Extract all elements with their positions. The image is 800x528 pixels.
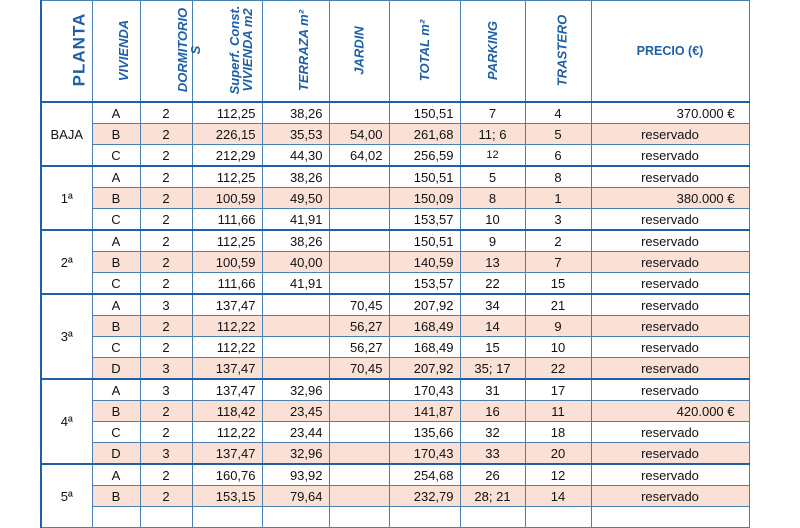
cell-parking: 13 [460, 252, 525, 273]
cell-dormitorios: 2 [140, 401, 192, 422]
cell-vivienda: B [92, 486, 140, 507]
cell-total: 207,92 [389, 358, 460, 380]
cell-superficie: 112,22 [192, 316, 262, 337]
cell-trastero: 15 [525, 273, 591, 295]
cell-parking: 11; 6 [460, 124, 525, 145]
cell-precio: reservado [591, 443, 749, 465]
cell-terraza [262, 337, 329, 358]
cell-total: 168,49 [389, 316, 460, 337]
cell-total: 140,59 [389, 252, 460, 273]
cell-dormitorios: 2 [140, 273, 192, 295]
cell-superficie: 137,47 [192, 379, 262, 401]
cell-vivienda: C [92, 422, 140, 443]
cell-parking: 8 [460, 188, 525, 209]
cell-dormitorios: 3 [140, 379, 192, 401]
header-trastero: TRASTERO [525, 1, 591, 103]
cell-trastero: 6 [525, 145, 591, 167]
cell-superficie: 112,25 [192, 166, 262, 188]
floor-label: BAJA [41, 102, 92, 166]
cell-superficie: 226,15 [192, 124, 262, 145]
cell-jardin [329, 230, 389, 252]
cell-terraza: 41,91 [262, 273, 329, 295]
header-terraza: TERRAZA m² [262, 1, 329, 103]
cell-superficie: 153,15 [192, 486, 262, 507]
table-row [41, 188, 749, 209]
cell-superficie: 112,22 [192, 422, 262, 443]
cell-parking: 28; 21 [460, 486, 525, 507]
cell-precio: reservado [591, 252, 749, 273]
cell-trastero: 10 [525, 337, 591, 358]
cell-total: 170,43 [389, 379, 460, 401]
cell-trastero: 17 [525, 379, 591, 401]
cell-trastero [525, 507, 591, 528]
cell-jardin: 70,45 [329, 294, 389, 316]
cell-terraza: 23,44 [262, 422, 329, 443]
cell-jardin [329, 422, 389, 443]
cell-superficie: 118,42 [192, 401, 262, 422]
cell-jardin: 70,45 [329, 358, 389, 380]
cell-vivienda: A [92, 230, 140, 252]
cell-dormitorios: 2 [140, 124, 192, 145]
cell-dormitorios [140, 507, 192, 528]
floor-label: 4ª [41, 379, 92, 464]
cell-vivienda: B [92, 252, 140, 273]
cell-precio: reservado [591, 379, 749, 401]
cell-dormitorios: 2 [140, 316, 192, 337]
cell-jardin [329, 401, 389, 422]
cell-total: 135,66 [389, 422, 460, 443]
cell-superficie: 160,76 [192, 464, 262, 486]
cell-trastero: 9 [525, 316, 591, 337]
cell-superficie: 137,47 [192, 358, 262, 380]
header-precio: PRECIO (€) [591, 1, 749, 103]
table-row [41, 166, 749, 188]
cell-terraza: 79,64 [262, 486, 329, 507]
cell-terraza: 32,96 [262, 443, 329, 465]
cell-vivienda: C [92, 209, 140, 231]
cell-total: 170,43 [389, 443, 460, 465]
table-row [41, 401, 749, 422]
cell-trastero: 22 [525, 358, 591, 380]
cell-vivienda: A [92, 102, 140, 124]
cell-precio: reservado [591, 230, 749, 252]
floor-label: 1ª [41, 166, 92, 230]
cell-terraza: 49,50 [262, 188, 329, 209]
apartments-table [40, 0, 750, 528]
cell-superficie: 137,47 [192, 294, 262, 316]
cell-jardin [329, 252, 389, 273]
cell-precio: 370.000 € [591, 102, 749, 124]
floor-label: 3ª [41, 294, 92, 379]
cell-total: 141,87 [389, 401, 460, 422]
cell-vivienda: C [92, 145, 140, 167]
cell-terraza [262, 316, 329, 337]
table-row [41, 486, 749, 507]
cell-dormitorios: 3 [140, 443, 192, 465]
table-row [41, 422, 749, 443]
cell-parking: 34 [460, 294, 525, 316]
cell-jardin [329, 443, 389, 465]
cell-vivienda: C [92, 273, 140, 295]
table-row [41, 230, 749, 252]
cell-parking: 22 [460, 273, 525, 295]
cell-dormitorios: 2 [140, 209, 192, 231]
cell-vivienda: B [92, 124, 140, 145]
cell-jardin [329, 102, 389, 124]
header-vivienda: VIVIENDA [92, 1, 140, 103]
cell-superficie: 212,29 [192, 145, 262, 167]
cell-total: 150,51 [389, 102, 460, 124]
cell-precio: reservado [591, 166, 749, 188]
cell-superficie [192, 507, 262, 528]
cell-dormitorios: 2 [140, 252, 192, 273]
cell-total: 207,92 [389, 294, 460, 316]
table-body [41, 102, 749, 528]
cell-terraza: 38,26 [262, 166, 329, 188]
cell-terraza: 44,30 [262, 145, 329, 167]
cell-terraza: 35,53 [262, 124, 329, 145]
cell-jardin [329, 273, 389, 295]
cell-total: 261,68 [389, 124, 460, 145]
cell-precio: reservado [591, 337, 749, 358]
cell-vivienda: D [92, 358, 140, 380]
table-row [41, 252, 749, 273]
table-row [41, 507, 749, 528]
table-row [41, 273, 749, 295]
header-jardin: JARDIN [329, 1, 389, 103]
header-superficie: Superf. Const. VIVIENDA m2 [192, 1, 262, 103]
header-total: TOTAL m² [389, 1, 460, 103]
cell-parking: 12 [460, 145, 525, 167]
cell-dormitorios: 2 [140, 422, 192, 443]
cell-jardin [329, 188, 389, 209]
cell-jardin [329, 379, 389, 401]
cell-vivienda: D [92, 443, 140, 465]
cell-jardin [329, 464, 389, 486]
cell-total: 150,51 [389, 230, 460, 252]
cell-vivienda: A [92, 166, 140, 188]
table-row [41, 337, 749, 358]
floor-label: 2ª [41, 230, 92, 294]
cell-parking: 7 [460, 102, 525, 124]
cell-terraza [262, 294, 329, 316]
cell-dormitorios: 2 [140, 188, 192, 209]
cell-superficie: 100,59 [192, 188, 262, 209]
table-row [41, 443, 749, 465]
cell-precio: reservado [591, 294, 749, 316]
table-row [41, 209, 749, 231]
table-row [41, 102, 749, 124]
cell-total: 256,59 [389, 145, 460, 167]
cell-parking: 10 [460, 209, 525, 231]
table-row [41, 316, 749, 337]
cell-precio [591, 507, 749, 528]
cell-jardin: 56,27 [329, 316, 389, 337]
cell-trastero: 11 [525, 401, 591, 422]
cell-trastero: 7 [525, 252, 591, 273]
floor-label: 5ª [41, 464, 92, 528]
cell-parking: 16 [460, 401, 525, 422]
cell-superficie: 112,25 [192, 102, 262, 124]
cell-total [389, 507, 460, 528]
table-row [41, 294, 749, 316]
cell-precio: reservado [591, 316, 749, 337]
cell-terraza: 32,96 [262, 379, 329, 401]
cell-jardin [329, 209, 389, 231]
cell-total: 232,79 [389, 486, 460, 507]
cell-precio: reservado [591, 209, 749, 231]
table-row [41, 379, 749, 401]
table-row [41, 464, 749, 486]
cell-trastero: 2 [525, 230, 591, 252]
cell-dormitorios: 2 [140, 166, 192, 188]
cell-terraza: 23,45 [262, 401, 329, 422]
cell-trastero: 4 [525, 102, 591, 124]
cell-parking: 33 [460, 443, 525, 465]
header-parking: PARKING [460, 1, 525, 103]
cell-terraza [262, 358, 329, 380]
cell-dormitorios: 2 [140, 337, 192, 358]
cell-trastero: 5 [525, 124, 591, 145]
cell-superficie: 111,66 [192, 273, 262, 295]
cell-dormitorios: 2 [140, 464, 192, 486]
cell-jardin [329, 166, 389, 188]
cell-parking: 15 [460, 337, 525, 358]
cell-vivienda: B [92, 316, 140, 337]
cell-trastero: 21 [525, 294, 591, 316]
cell-superficie: 111,66 [192, 209, 262, 231]
cell-precio: 380.000 € [591, 188, 749, 209]
header-planta: PLANTA [41, 1, 92, 103]
cell-jardin: 54,00 [329, 124, 389, 145]
cell-jardin: 56,27 [329, 337, 389, 358]
cell-jardin [329, 507, 389, 528]
cell-trastero: 3 [525, 209, 591, 231]
cell-parking: 5 [460, 166, 525, 188]
cell-total: 153,57 [389, 273, 460, 295]
cell-parking [460, 507, 525, 528]
cell-trastero: 20 [525, 443, 591, 465]
cell-trastero: 18 [525, 422, 591, 443]
cell-jardin [329, 486, 389, 507]
cell-total: 168,49 [389, 337, 460, 358]
cell-precio: reservado [591, 124, 749, 145]
cell-terraza: 40,00 [262, 252, 329, 273]
cell-superficie: 112,22 [192, 337, 262, 358]
cell-superficie: 112,25 [192, 230, 262, 252]
cell-vivienda: A [92, 294, 140, 316]
cell-vivienda [92, 507, 140, 528]
cell-terraza: 38,26 [262, 230, 329, 252]
cell-parking: 31 [460, 379, 525, 401]
cell-total: 150,09 [389, 188, 460, 209]
cell-parking: 32 [460, 422, 525, 443]
cell-precio: reservado [591, 273, 749, 295]
cell-precio: reservado [591, 358, 749, 380]
cell-vivienda: C [92, 337, 140, 358]
cell-dormitorios: 3 [140, 294, 192, 316]
table-header [41, 1, 749, 103]
cell-trastero: 1 [525, 188, 591, 209]
cell-precio: reservado [591, 145, 749, 167]
table-row [41, 124, 749, 145]
cell-trastero: 12 [525, 464, 591, 486]
cell-dormitorios: 3 [140, 358, 192, 380]
cell-dormitorios: 2 [140, 486, 192, 507]
cell-parking: 35; 17 [460, 358, 525, 380]
cell-trastero: 14 [525, 486, 591, 507]
cell-superficie: 100,59 [192, 252, 262, 273]
cell-terraza [262, 507, 329, 528]
table-row [41, 145, 749, 167]
table-row [41, 358, 749, 380]
price-list-sheet [40, 0, 748, 528]
cell-parking: 14 [460, 316, 525, 337]
cell-precio: reservado [591, 464, 749, 486]
cell-vivienda: B [92, 401, 140, 422]
cell-precio: reservado [591, 486, 749, 507]
cell-vivienda: B [92, 188, 140, 209]
cell-dormitorios: 2 [140, 102, 192, 124]
header-dormitorios: DORMITORIO S [140, 1, 192, 103]
cell-total: 150,51 [389, 166, 460, 188]
cell-precio: 420.000 € [591, 401, 749, 422]
cell-total: 153,57 [389, 209, 460, 231]
cell-terraza: 41,91 [262, 209, 329, 231]
cell-trastero: 8 [525, 166, 591, 188]
cell-dormitorios: 2 [140, 145, 192, 167]
cell-vivienda: A [92, 464, 140, 486]
cell-total: 254,68 [389, 464, 460, 486]
cell-parking: 9 [460, 230, 525, 252]
cell-vivienda: A [92, 379, 140, 401]
cell-jardin: 64,02 [329, 145, 389, 167]
cell-superficie: 137,47 [192, 443, 262, 465]
cell-terraza: 93,92 [262, 464, 329, 486]
cell-dormitorios: 2 [140, 230, 192, 252]
cell-precio: reservado [591, 422, 749, 443]
cell-parking: 26 [460, 464, 525, 486]
cell-terraza: 38,26 [262, 102, 329, 124]
